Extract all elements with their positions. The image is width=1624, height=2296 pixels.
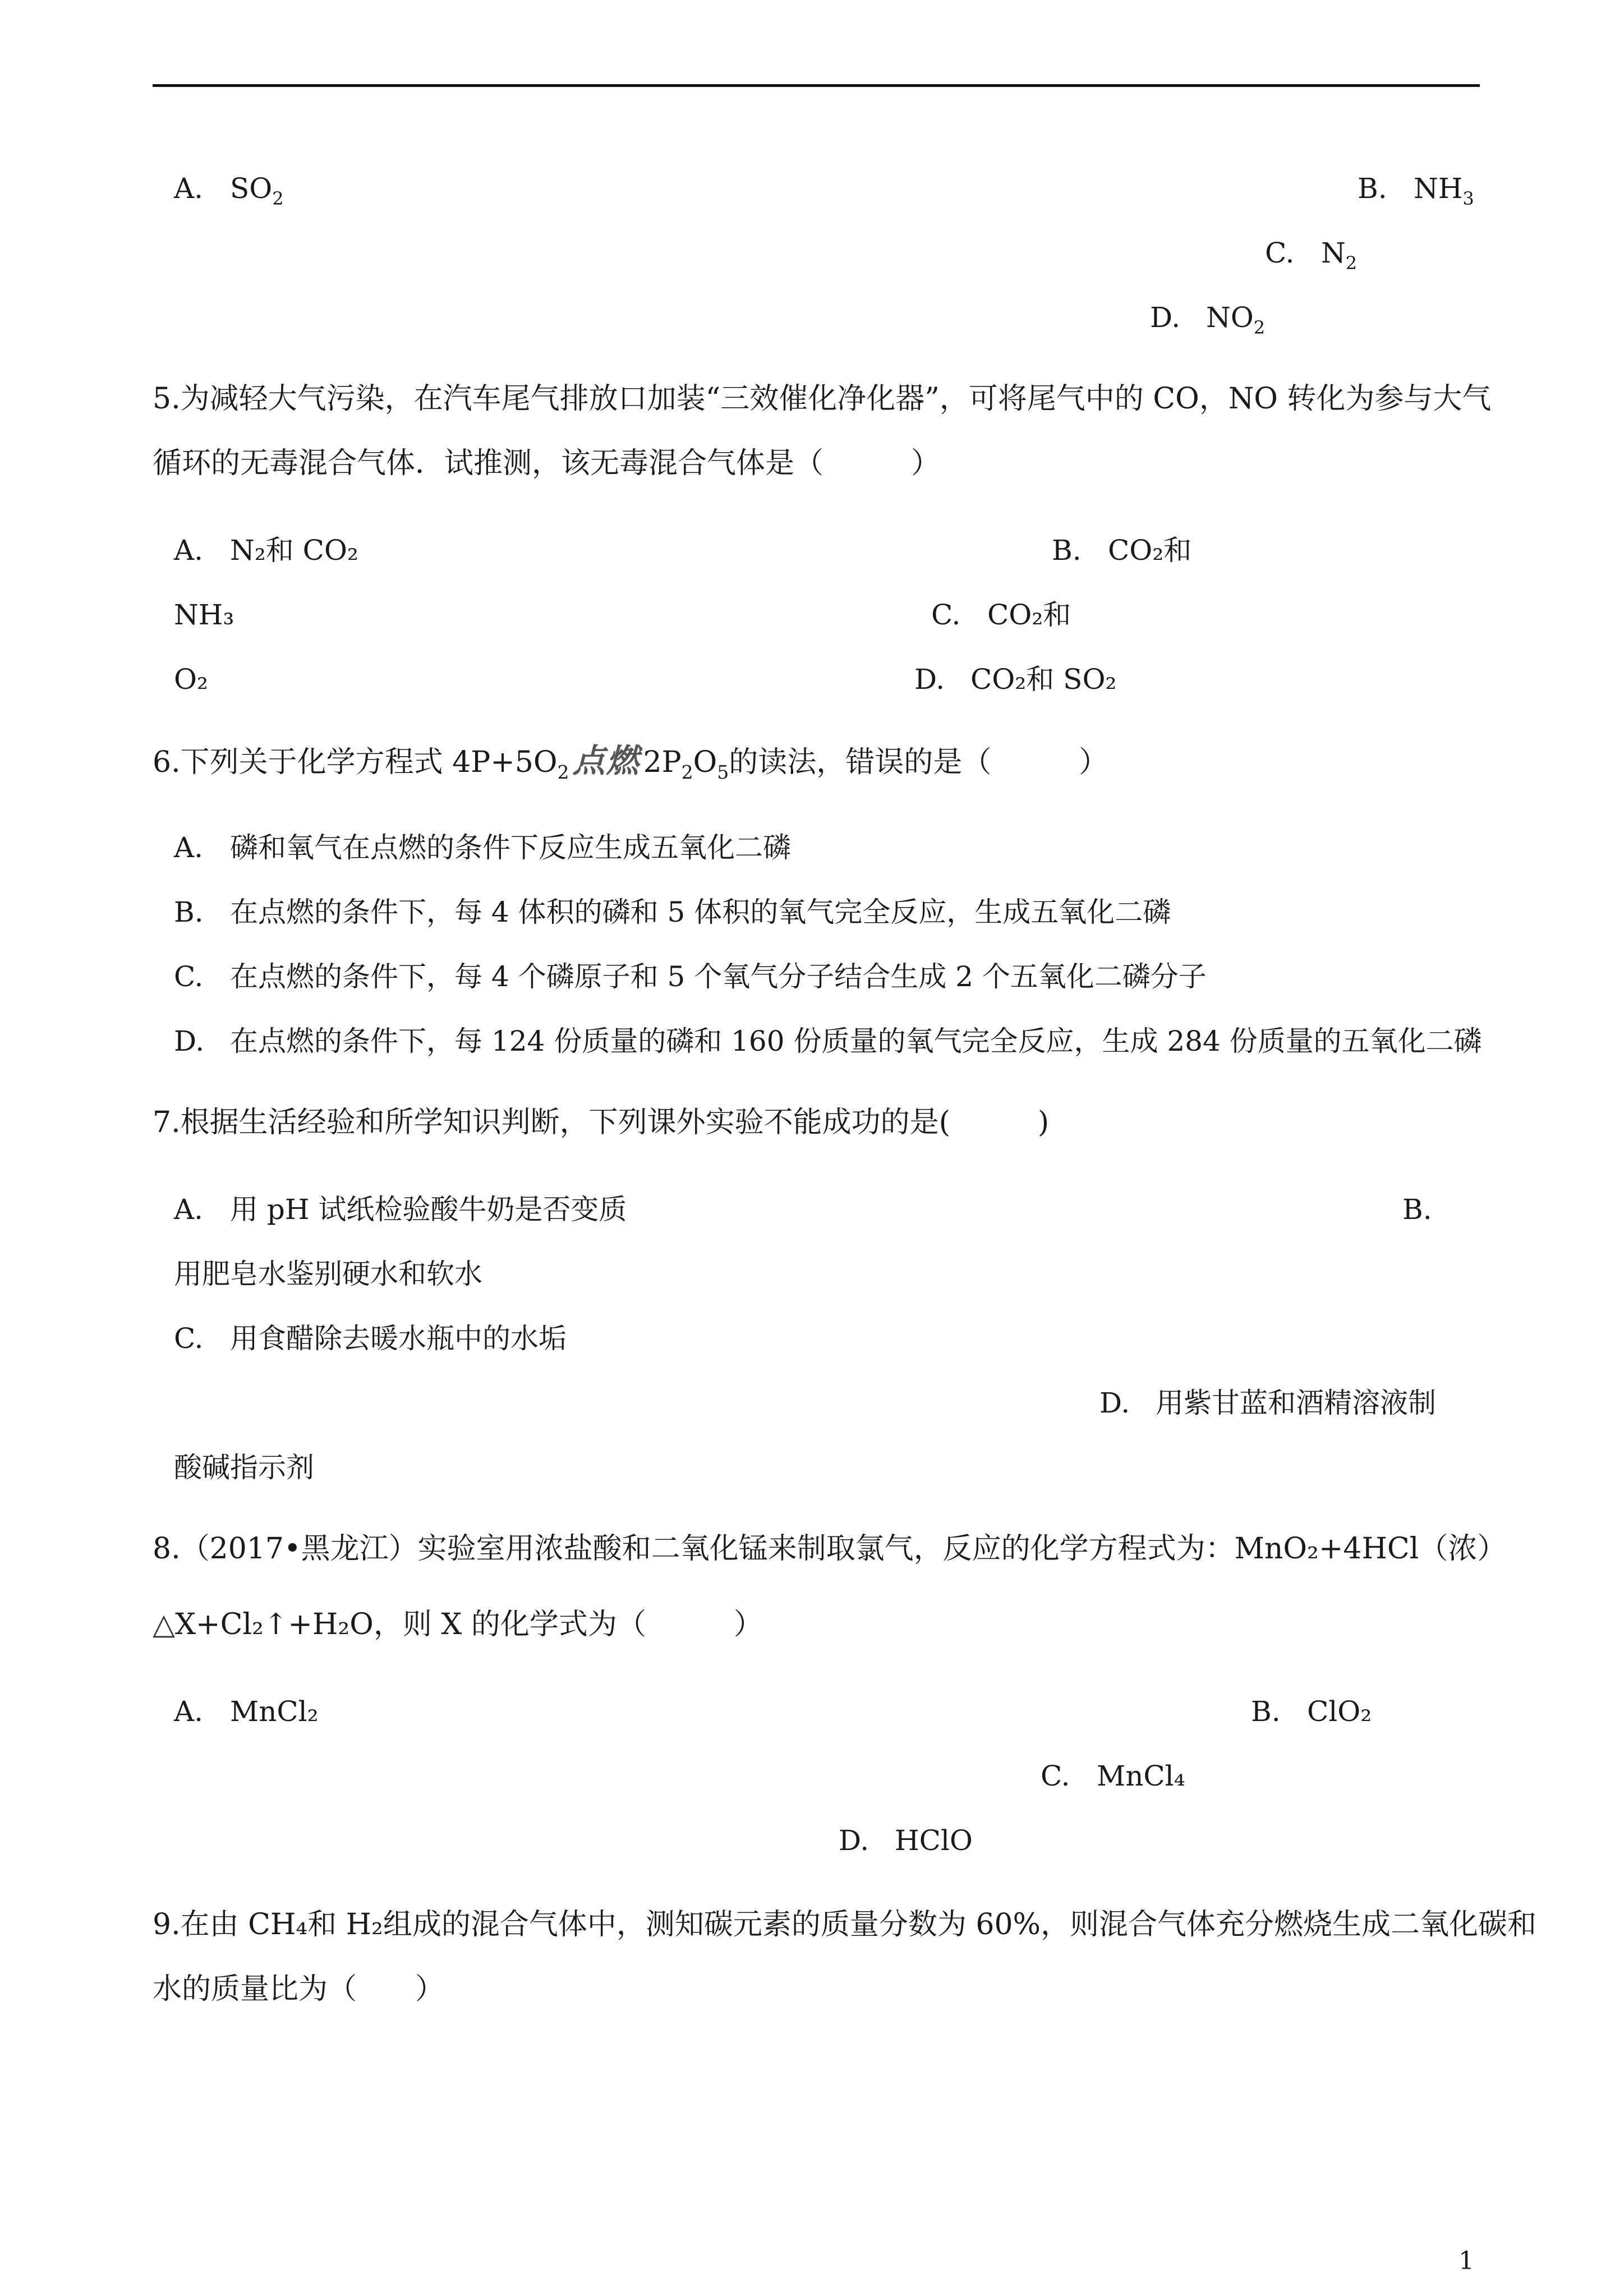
q7-stem: 7.根据生活经验和所学知识判断，下列课外实验不能成功的是( ) — [153, 1106, 1050, 1139]
q4-option-a[interactable]: A. $SO_2$ — [174, 172, 284, 209]
q5-option-c-cont: O₂ — [174, 663, 209, 696]
q7-option-d-cont: 酸碱指示剂 — [174, 1451, 314, 1484]
q4-option-b[interactable]: B. $NH_3$ — [1358, 172, 1474, 209]
q5-stem-line2: 循环的无毒混合气体．试推测，该无毒混合气体是（ ） — [153, 447, 941, 480]
q8-option-a[interactable]: A. MnCl₂ — [174, 1695, 319, 1728]
page-number: 1 — [1459, 2247, 1474, 2275]
q7-option-b-text: 用肥皂水鉴别硬水和软水 — [174, 1258, 482, 1290]
q9-stem-line1: 9.在由 CH₄和 H₂组成的混合气体中，测知碳元素的质量分数为 60%，则混合气体充分燃烧生成二氧化碳和 — [153, 1908, 1536, 1941]
q7-option-a[interactable]: A. 用 pH 试纸检验酸牛奶是否变质 — [174, 1193, 627, 1226]
q5-stem-line1: 5.为减轻大气污染，在汽车尾气排放口加装“三效催化净化器”，可将尾气中的 CO，NO 转化为参与大气 — [153, 382, 1492, 416]
q8-stem-line1: 8.（2017•黑龙江）实验室用浓盐酸和二氧化锰来制取氯气，反应的化学方程式为：MnO₂+4HCl（浓） — [153, 1532, 1507, 1566]
q9-stem-line2: 水的质量比为（ ） — [153, 1972, 445, 2006]
q8-option-b[interactable]: B. ClO₂ — [1251, 1695, 1372, 1728]
heat-symbol-icon: △ — [153, 1608, 175, 1641]
q6-option-d[interactable]: D. 在点燃的条件下，每 124 份质量的磷和 160 份质量的氧气完全反应，生成 284 份质量的五氧化二磷 — [174, 1025, 1482, 1057]
q5-option-b[interactable]: B. CO₂和 — [1052, 534, 1192, 567]
q6-option-b[interactable]: B. 在点燃的条件下，每 4 体积的磷和 5 体积的氧气完全反应，生成五氧化二磷 — [174, 896, 1171, 928]
q4-option-c[interactable]: C. $N_2$ — [1265, 237, 1358, 274]
q8-stem-line2: △X+Cl₂↑+H₂O，则 X 的化学式为（ ） — [153, 1608, 763, 1641]
q5-option-b-cont: NH₃ — [174, 599, 234, 631]
q6-option-c[interactable]: C. 在点燃的条件下，每 4 个磷原子和 5 个氧气分子结合生成 2 个五氧化二磷分子 — [174, 960, 1207, 993]
q6-option-a[interactable]: A. 磷和氧气在点燃的条件下反应生成五氧化二磷 — [174, 831, 791, 864]
q8-option-d[interactable]: D. HClO — [839, 1824, 973, 1857]
q5-option-a[interactable]: A. N₂和 CO₂ — [174, 534, 358, 567]
ignite-condition: 点燃 — [572, 742, 640, 780]
q5-option-d[interactable]: D. CO₂和 SO₂ — [914, 663, 1117, 696]
q6-stem: 6.下列关于化学方程式 $4P+5O_2$ 点燃 $2P_2O_5$的读法，错误的是（ ） — [153, 742, 1108, 783]
q4-option-d[interactable]: D. $NO_2$ — [1150, 301, 1266, 338]
q7-option-d[interactable]: D. 用紫甘蓝和酒精溶液制 — [1099, 1387, 1436, 1419]
q8-option-c[interactable]: C. MnCl₄ — [1041, 1760, 1185, 1792]
q7-option-c[interactable]: C. 用食醋除去暖水瓶中的水垢 — [174, 1322, 567, 1355]
header-rule — [153, 84, 1480, 87]
q7-option-b[interactable]: B. — [1402, 1193, 1432, 1226]
q5-option-c[interactable]: C. CO₂和 — [931, 599, 1071, 631]
